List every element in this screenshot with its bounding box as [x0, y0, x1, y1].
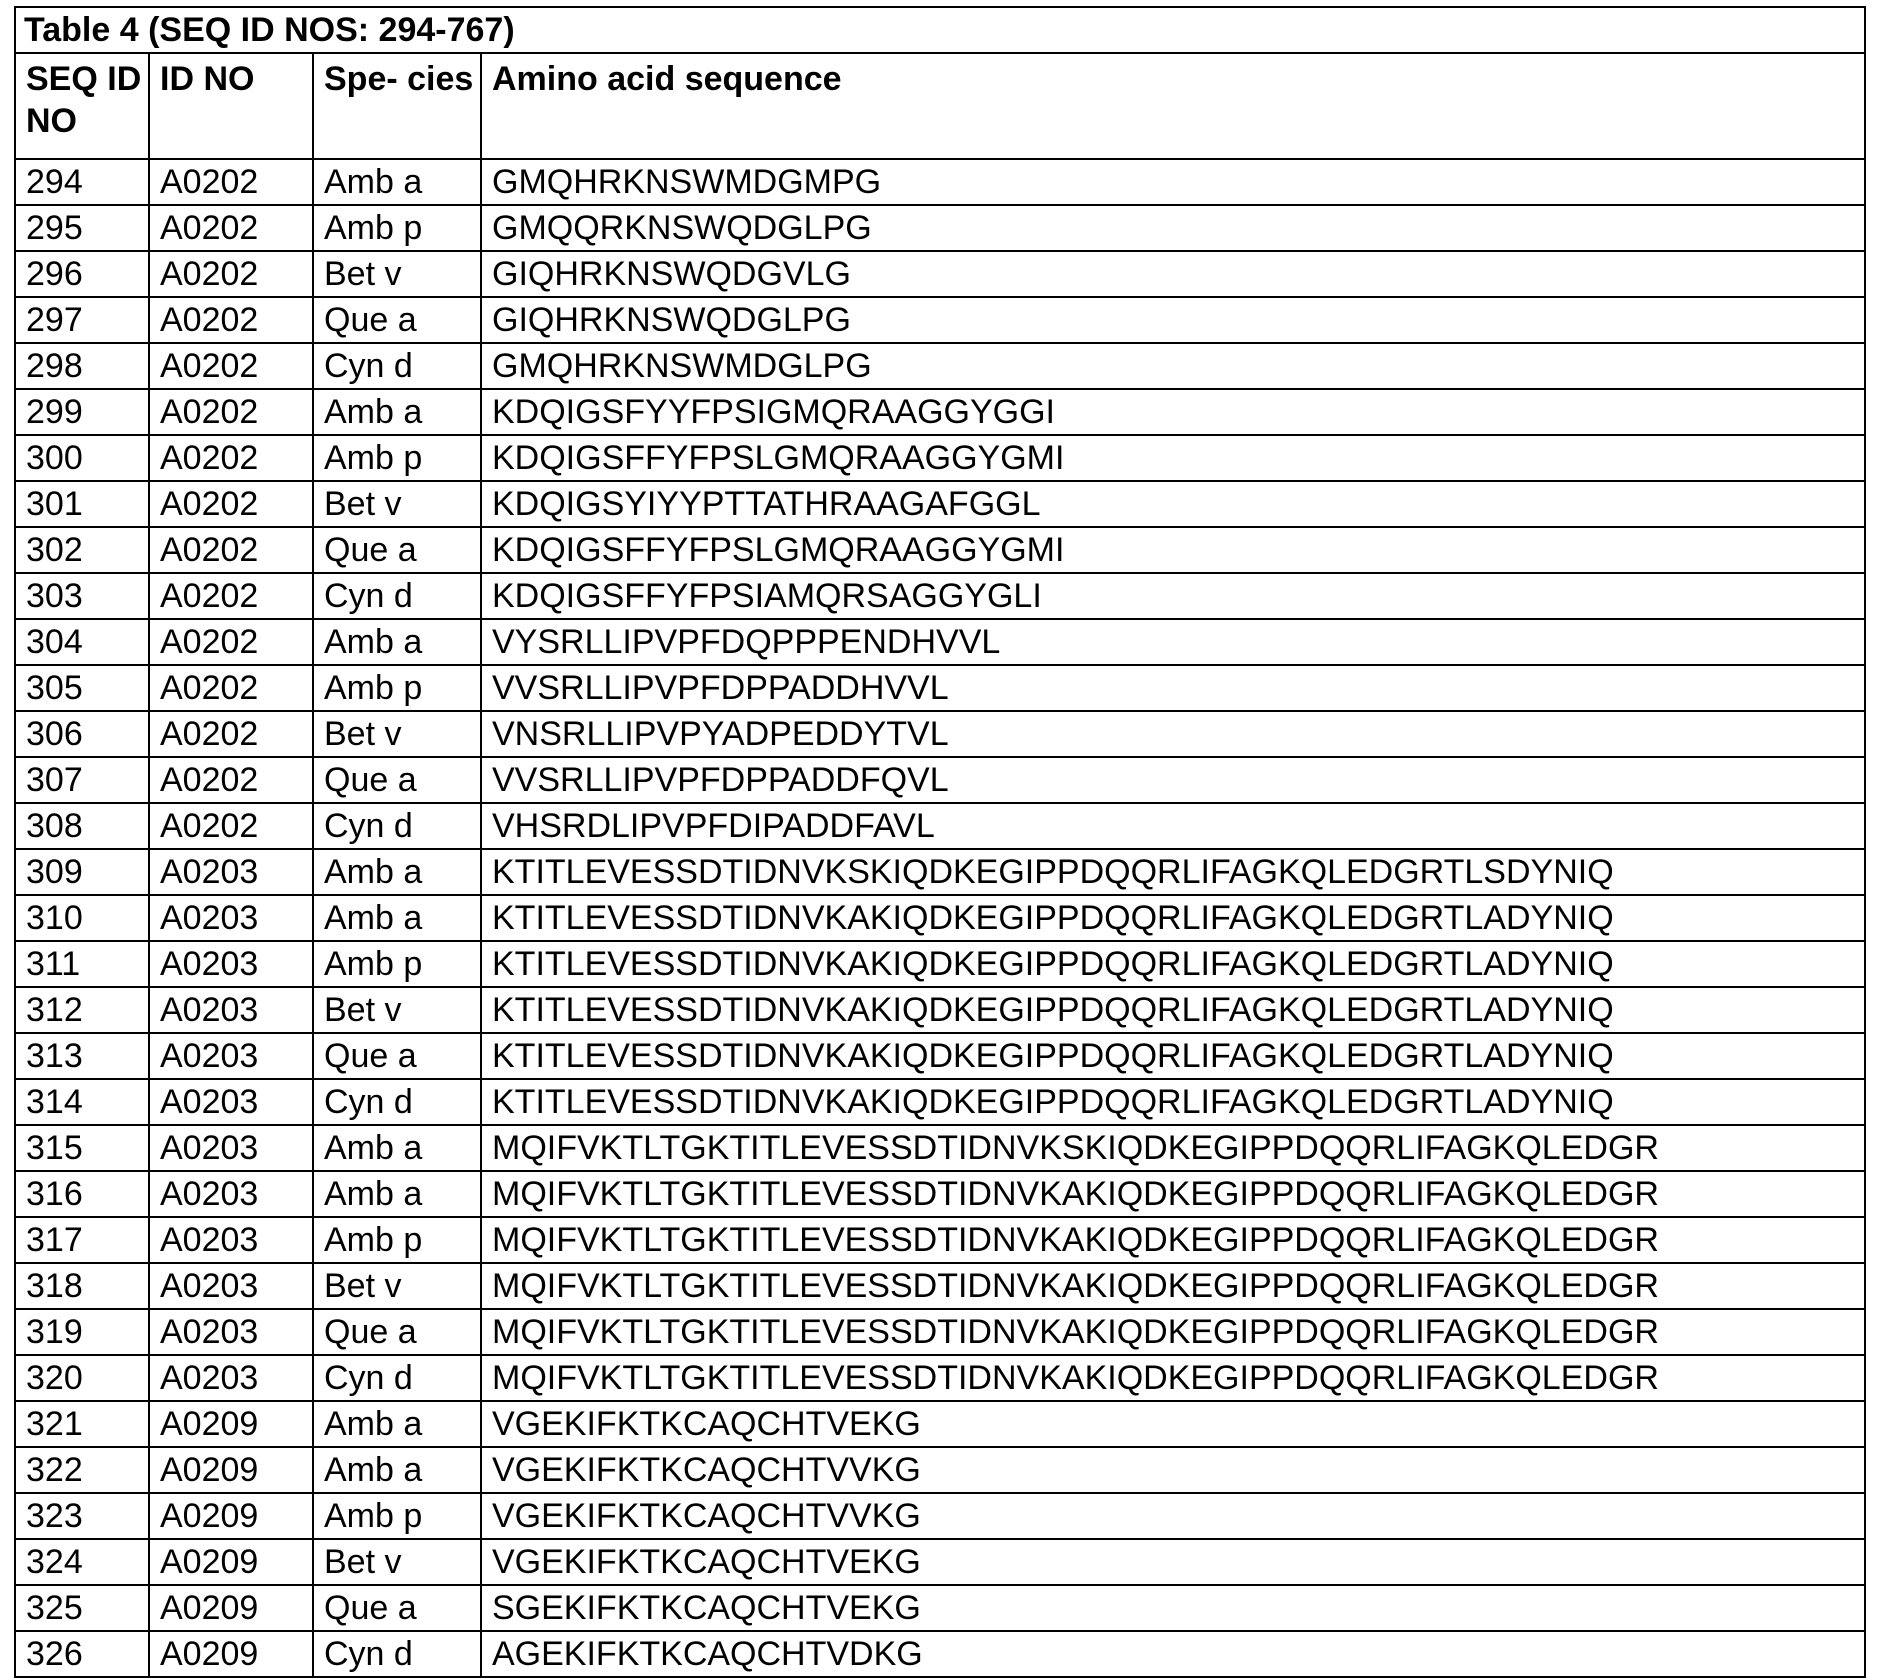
sequence-cell: VGEKIFKTKCAQCHTVEKG	[481, 1401, 1865, 1447]
sequence-cell: GIQHRKNSWQDGLPG	[481, 297, 1865, 343]
id-no-cell: A0209	[149, 1401, 313, 1447]
sequence-cell: VYSRLLIPVPFDQPPPENDHVVL	[481, 619, 1865, 665]
species-cell: Amb p	[313, 1493, 481, 1539]
id-no-cell: A0203	[149, 849, 313, 895]
id-no-cell: A0202	[149, 665, 313, 711]
sequence-cell: KDQIGSYIYYPTTATHRAAGAFGGL	[481, 481, 1865, 527]
species-cell: Que a	[313, 757, 481, 803]
species-cell: Cyn d	[313, 343, 481, 389]
sequence-cell: KTITLEVESSDTIDNVKSKIQDKEGIPPDQQRLIFAGKQLEDGRTLSDYNIQ	[481, 849, 1865, 895]
id-no-cell: A0202	[149, 297, 313, 343]
table-row	[15, 987, 1865, 1033]
table-row	[15, 1401, 1865, 1447]
sequence-cell: MQIFVKTLTGKTITLEVESSDTIDNVKAKIQDKEGIPPDQQRLIFAGKQLEDGR	[481, 1217, 1865, 1263]
header-species: Spe- cies	[313, 53, 481, 159]
species-cell: Bet v	[313, 987, 481, 1033]
seq-id-cell: 317	[15, 1217, 149, 1263]
seq-id-cell: 311	[15, 941, 149, 987]
table-row	[15, 849, 1865, 895]
species-cell: Amb a	[313, 1401, 481, 1447]
sequence-cell: KTITLEVESSDTIDNVKAKIQDKEGIPPDQQRLIFAGKQLEDGRTLADYNIQ	[481, 895, 1865, 941]
table-title-row	[15, 7, 1865, 53]
species-cell: Amb p	[313, 941, 481, 987]
seq-id-cell: 302	[15, 527, 149, 573]
table-row	[15, 435, 1865, 481]
table-row	[15, 665, 1865, 711]
seq-id-cell: 296	[15, 251, 149, 297]
seq-id-cell: 321	[15, 1401, 149, 1447]
table-row	[15, 1447, 1865, 1493]
header-id-no: ID NO	[149, 53, 313, 159]
seq-id-cell: 297	[15, 297, 149, 343]
seq-id-cell: 303	[15, 573, 149, 619]
id-no-cell: A0209	[149, 1539, 313, 1585]
species-cell: Bet v	[313, 711, 481, 757]
id-no-cell: A0202	[149, 251, 313, 297]
seq-id-cell: 313	[15, 1033, 149, 1079]
table-row	[15, 895, 1865, 941]
table-row	[15, 941, 1865, 987]
sequence-cell: VNSRLLIPVPYADPEDDYTVL	[481, 711, 1865, 757]
species-cell: Cyn d	[313, 1631, 481, 1677]
table-row	[15, 1631, 1865, 1677]
table-row	[15, 1493, 1865, 1539]
sequence-cell: AGEKIFKTKCAQCHTVDKG	[481, 1631, 1865, 1677]
sequence-cell: VVSRLLIPVPFDPPADDFQVL	[481, 757, 1865, 803]
seq-id-cell: 310	[15, 895, 149, 941]
species-cell: Que a	[313, 1033, 481, 1079]
species-cell: Cyn d	[313, 1355, 481, 1401]
species-cell: Bet v	[313, 1539, 481, 1585]
id-no-cell: A0202	[149, 757, 313, 803]
seq-id-cell: 312	[15, 987, 149, 1033]
sequence-cell: MQIFVKTLTGKTITLEVESSDTIDNVKAKIQDKEGIPPDQQRLIFAGKQLEDGR	[481, 1355, 1865, 1401]
sequence-cell: VGEKIFKTKCAQCHTVVKG	[481, 1447, 1865, 1493]
id-no-cell: A0202	[149, 389, 313, 435]
species-cell: Amb a	[313, 159, 481, 205]
sequence-cell: KTITLEVESSDTIDNVKAKIQDKEGIPPDQQRLIFAGKQLEDGRTLADYNIQ	[481, 1033, 1865, 1079]
id-no-cell: A0203	[149, 987, 313, 1033]
seq-id-cell: 316	[15, 1171, 149, 1217]
table-row	[15, 1355, 1865, 1401]
species-cell: Cyn d	[313, 803, 481, 849]
table-title: Table 4 (SEQ ID NOS: 294-767)	[15, 7, 1865, 53]
table-row	[15, 1217, 1865, 1263]
id-no-cell: A0203	[149, 895, 313, 941]
sequence-cell: GMQHRKNSWMDGLPG	[481, 343, 1865, 389]
sequence-cell: MQIFVKTLTGKTITLEVESSDTIDNVKAKIQDKEGIPPDQQRLIFAGKQLEDGR	[481, 1171, 1865, 1217]
sequence-cell: VGEKIFKTKCAQCHTVVKG	[481, 1493, 1865, 1539]
id-no-cell: A0202	[149, 619, 313, 665]
table-row	[15, 1263, 1865, 1309]
species-cell: Amb p	[313, 665, 481, 711]
sequence-cell: SGEKIFKTKCAQCHTVEKG	[481, 1585, 1865, 1631]
id-no-cell: A0209	[149, 1447, 313, 1493]
table-header-row	[15, 53, 1865, 159]
id-no-cell: A0203	[149, 1033, 313, 1079]
table-row	[15, 389, 1865, 435]
id-no-cell: A0203	[149, 1079, 313, 1125]
seq-id-cell: 314	[15, 1079, 149, 1125]
id-no-cell: A0202	[149, 711, 313, 757]
id-no-cell: A0203	[149, 1263, 313, 1309]
seq-id-cell: 306	[15, 711, 149, 757]
species-cell: Que a	[313, 1309, 481, 1355]
id-no-cell: A0209	[149, 1585, 313, 1631]
id-no-cell: A0209	[149, 1631, 313, 1677]
table-row	[15, 527, 1865, 573]
id-no-cell: A0202	[149, 435, 313, 481]
seq-id-cell: 298	[15, 343, 149, 389]
id-no-cell: A0203	[149, 941, 313, 987]
seq-id-cell: 294	[15, 159, 149, 205]
id-no-cell: A0203	[149, 1171, 313, 1217]
sequence-cell: KDQIGSFFYFPSLGMQRAAGGYGMI	[481, 435, 1865, 481]
table-body	[15, 159, 1865, 1677]
species-cell: Amb a	[313, 1447, 481, 1493]
seq-id-cell: 319	[15, 1309, 149, 1355]
table-row	[15, 1033, 1865, 1079]
seq-id-cell: 308	[15, 803, 149, 849]
species-cell: Amb p	[313, 205, 481, 251]
sequence-cell: VGEKIFKTKCAQCHTVEKG	[481, 1539, 1865, 1585]
species-cell: Cyn d	[313, 1079, 481, 1125]
seq-id-cell: 295	[15, 205, 149, 251]
document-page	[14, 6, 1866, 1678]
sequence-cell: MQIFVKTLTGKTITLEVESSDTIDNVKAKIQDKEGIPPDQQRLIFAGKQLEDGR	[481, 1309, 1865, 1355]
table-row	[15, 1079, 1865, 1125]
header-amino-acid-sequence: Amino acid sequence	[481, 53, 1865, 159]
species-cell: Amb p	[313, 435, 481, 481]
species-cell: Bet v	[313, 1263, 481, 1309]
id-no-cell: A0209	[149, 1493, 313, 1539]
table-row	[15, 619, 1865, 665]
table-row	[15, 711, 1865, 757]
table-row	[15, 297, 1865, 343]
seq-id-cell: 323	[15, 1493, 149, 1539]
sequence-cell: VVSRLLIPVPFDPPADDHVVL	[481, 665, 1865, 711]
seq-id-cell: 320	[15, 1355, 149, 1401]
species-cell: Amb a	[313, 1171, 481, 1217]
id-no-cell: A0202	[149, 205, 313, 251]
table-row	[15, 1539, 1865, 1585]
species-cell: Bet v	[313, 481, 481, 527]
sequence-cell: KTITLEVESSDTIDNVKAKIQDKEGIPPDQQRLIFAGKQLEDGRTLADYNIQ	[481, 1079, 1865, 1125]
seq-id-cell: 307	[15, 757, 149, 803]
seq-id-cell: 309	[15, 849, 149, 895]
species-cell: Amb a	[313, 389, 481, 435]
species-cell: Amb a	[313, 619, 481, 665]
seq-id-cell: 315	[15, 1125, 149, 1171]
table-row	[15, 205, 1865, 251]
sequence-table	[14, 6, 1866, 1678]
sequence-cell: GIQHRKNSWQDGVLG	[481, 251, 1865, 297]
table-row	[15, 1585, 1865, 1631]
seq-id-cell: 325	[15, 1585, 149, 1631]
sequence-cell: VHSRDLIPVPFDIPADDFAVL	[481, 803, 1865, 849]
seq-id-cell: 322	[15, 1447, 149, 1493]
sequence-cell: GMQQRKNSWQDGLPG	[481, 205, 1865, 251]
sequence-cell: GMQHRKNSWMDGMPG	[481, 159, 1865, 205]
id-no-cell: A0202	[149, 481, 313, 527]
id-no-cell: A0202	[149, 573, 313, 619]
sequence-cell: MQIFVKTLTGKTITLEVESSDTIDNVKAKIQDKEGIPPDQQRLIFAGKQLEDGR	[481, 1263, 1865, 1309]
sequence-cell: KDQIGSFFYFPSLGMQRAAGGYGMI	[481, 527, 1865, 573]
seq-id-cell: 305	[15, 665, 149, 711]
seq-id-cell: 304	[15, 619, 149, 665]
id-no-cell: A0203	[149, 1309, 313, 1355]
species-cell: Amb a	[313, 1125, 481, 1171]
id-no-cell: A0203	[149, 1125, 313, 1171]
id-no-cell: A0202	[149, 343, 313, 389]
seq-id-cell: 326	[15, 1631, 149, 1677]
seq-id-cell: 318	[15, 1263, 149, 1309]
species-cell: Que a	[313, 297, 481, 343]
table-row	[15, 803, 1865, 849]
seq-id-cell: 300	[15, 435, 149, 481]
table-row	[15, 573, 1865, 619]
sequence-cell: MQIFVKTLTGKTITLEVESSDTIDNVKSKIQDKEGIPPDQQRLIFAGKQLEDGR	[481, 1125, 1865, 1171]
species-cell: Cyn d	[313, 573, 481, 619]
table-row	[15, 159, 1865, 205]
table-row	[15, 1309, 1865, 1355]
species-cell: Amb a	[313, 849, 481, 895]
seq-id-cell: 301	[15, 481, 149, 527]
species-cell: Amb a	[313, 895, 481, 941]
seq-id-cell: 299	[15, 389, 149, 435]
table-row	[15, 251, 1865, 297]
table-row	[15, 343, 1865, 389]
sequence-cell: KTITLEVESSDTIDNVKAKIQDKEGIPPDQQRLIFAGKQLEDGRTLADYNIQ	[481, 941, 1865, 987]
id-no-cell: A0202	[149, 803, 313, 849]
id-no-cell: A0202	[149, 527, 313, 573]
species-cell: Bet v	[313, 251, 481, 297]
id-no-cell: A0202	[149, 159, 313, 205]
id-no-cell: A0203	[149, 1217, 313, 1263]
table-row	[15, 481, 1865, 527]
id-no-cell: A0203	[149, 1355, 313, 1401]
sequence-cell: KDQIGSFFYFPSIAMQRSAGGYGLI	[481, 573, 1865, 619]
header-seq-id-no: SEQ ID NO	[15, 53, 149, 159]
species-cell: Amb p	[313, 1217, 481, 1263]
sequence-cell: KDQIGSFYYFPSIGMQRAAGGYGGI	[481, 389, 1865, 435]
table-row	[15, 1125, 1865, 1171]
table-row	[15, 1171, 1865, 1217]
sequence-cell: KTITLEVESSDTIDNVKAKIQDKEGIPPDQQRLIFAGKQLEDGRTLADYNIQ	[481, 987, 1865, 1033]
table-row	[15, 757, 1865, 803]
species-cell: Que a	[313, 1585, 481, 1631]
species-cell: Que a	[313, 527, 481, 573]
seq-id-cell: 324	[15, 1539, 149, 1585]
